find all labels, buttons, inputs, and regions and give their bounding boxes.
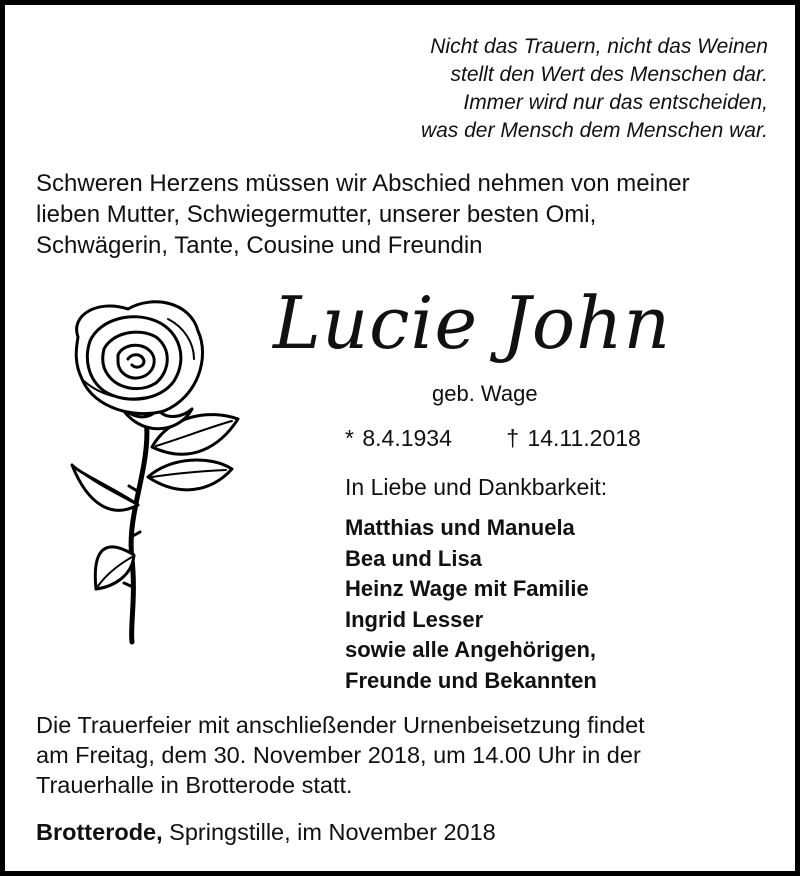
death-date: † 14.11.2018 xyxy=(506,425,641,451)
closing-line xyxy=(36,817,496,847)
mourner-line: Heinz Wage mit Familie xyxy=(345,576,589,601)
mourner-line: Ingrid Lesser xyxy=(345,606,484,632)
poem-line: Immer wird nur das entscheiden, xyxy=(463,91,768,114)
intro-text xyxy=(36,168,690,261)
mourner-line: Bea und Lisa xyxy=(345,545,482,571)
mourner-line: sowie alle Angehörigen, xyxy=(345,637,597,662)
memorial-poem xyxy=(421,33,768,145)
life-dates xyxy=(345,423,641,453)
closing-place: Brotterode, xyxy=(36,819,163,845)
mourner-line: Matthias und Manuela xyxy=(345,515,575,540)
deceased-name: Lucie John xyxy=(273,281,671,365)
funeral-line: Die Trauerfeier mit anschließender Urnenbeisetzung findet xyxy=(36,712,645,738)
funeral-notice xyxy=(36,710,645,800)
birth-date: * 8.4.1934 xyxy=(345,425,452,451)
closing-rest: Springstille, im November 2018 xyxy=(162,819,496,845)
maiden-name: geb. Wage xyxy=(432,381,538,406)
poem-line: stellt den Wert des Menschen dar. xyxy=(450,63,768,86)
funeral-line: am Freitag, dem 30. November 2018, um 14.00 Uhr in der xyxy=(36,742,641,768)
intro-line: lieben Mutter, Schwiegermutter, unserer besten Omi, xyxy=(36,201,597,228)
intro-line: Schweren Herzens müssen wir Abschied nehmen von meiner xyxy=(36,170,690,197)
rose-illustration-icon xyxy=(60,297,250,647)
poem-line: Nicht das Trauern, nicht das Weinen xyxy=(430,35,768,58)
funeral-line: Trauerhalle in Brotterode statt. xyxy=(36,772,353,798)
poem-line: was der Mensch dem Menschen war. xyxy=(420,119,768,142)
intro-line: Schwägerin, Tante, Cousine und Freundin xyxy=(36,232,483,259)
thanks-heading: In Liebe und Dankbarkeit: xyxy=(345,474,608,500)
mourner-line: Freunde und Bekannten xyxy=(345,667,597,693)
mourners-list xyxy=(345,513,597,696)
